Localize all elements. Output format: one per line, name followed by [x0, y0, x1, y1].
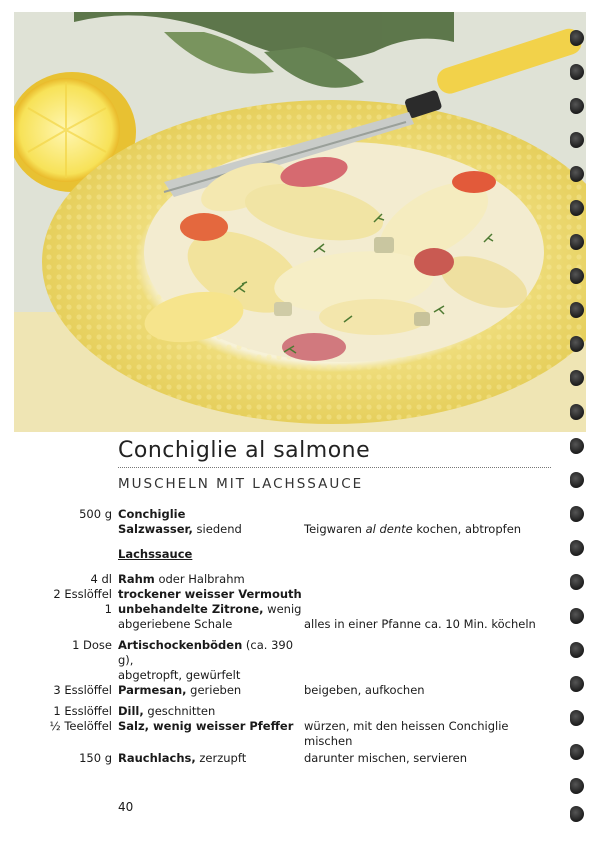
ingredient-quantity: ½ Teelöffel [49, 719, 112, 733]
pasta-dish-illustration [14, 12, 586, 432]
ingredient-row [0, 617, 595, 632]
instruction-text: alles in einer Pfanne ca. 10 Min. köcheln [304, 617, 536, 631]
ingredient-name [118, 734, 304, 749]
ingredient-name: Rauchlachs, zerzupft [118, 751, 247, 765]
ingredient-row [0, 668, 595, 683]
instruction-text [304, 668, 595, 683]
ingredient-name: Salzwasser, siedend [118, 522, 242, 536]
ingredient-quantity: 1 [104, 602, 112, 616]
ingredient-row [0, 719, 595, 734]
instruction-text: darunter mischen, servieren [304, 751, 468, 765]
section-heading: Lachssauce [118, 547, 193, 561]
ingredient-name: Artischockenböden (ca. 390 g), [118, 638, 294, 667]
ingredient-name: Conchiglie [118, 507, 186, 521]
page-number: 40 [118, 800, 134, 814]
ingredient-name: Parmesan, gerieben [118, 683, 242, 697]
ingredient-row [0, 522, 595, 537]
ingredient-row [0, 683, 595, 698]
ingredient-row [0, 734, 595, 749]
ingredient-row [0, 572, 595, 587]
recipe-photo [14, 12, 586, 432]
recipe-title: Conchiglie al salmone [118, 438, 371, 463]
ingredient-quantity: 500 g [79, 507, 112, 521]
ingredient-quantity: 3 Esslöffel [53, 683, 112, 697]
ingredient-quantity [0, 734, 118, 749]
recipe-subtitle: MUSCHELN MIT LACHSSAUCE [118, 476, 364, 492]
instruction-text [304, 587, 595, 602]
ingredient-name: trockener weisser Vermouth [118, 587, 302, 601]
title-divider [118, 467, 551, 468]
ingredient-quantity [0, 668, 118, 683]
instruction-text [304, 602, 595, 617]
ingredient-quantity: 150 g [79, 751, 112, 765]
instruction-text [304, 704, 595, 719]
ingredient-row [0, 507, 595, 522]
ingredient-quantity: 1 Esslöffel [53, 704, 112, 718]
ingredient-name: Salz, wenig weisser Pfeffer [118, 719, 294, 733]
ingredient-row [0, 751, 595, 766]
ingredient-name: Rahm oder Halbrahm [118, 572, 245, 586]
instruction-text [304, 572, 595, 587]
ingredient-list [0, 507, 595, 766]
ingredient-name: abgeriebene Schale [118, 617, 233, 631]
ingredient-quantity: 2 Esslöffel [53, 587, 112, 601]
ingredient-name: abgetropft, gewürfelt [118, 668, 241, 682]
instruction-text: Teigwaren al dente kochen, abtropfen [304, 522, 522, 536]
instruction-text [304, 638, 595, 668]
ingredient-quantity: 1 Dose [72, 638, 112, 652]
instruction-text: würzen, mit den heissen Conchiglie [304, 719, 509, 733]
ingredient-quantity [0, 617, 118, 632]
ingredient-name: Dill, geschnitten [118, 704, 216, 718]
ingredient-quantity [0, 522, 118, 537]
ingredient-row [0, 602, 595, 617]
ingredient-name: unbehandelte Zitrone, wenig [118, 602, 302, 616]
instruction-text: mischen [304, 734, 353, 748]
ingredient-row [0, 704, 595, 719]
instruction-text: beigeben, aufkochen [304, 683, 425, 697]
ingredient-row [0, 587, 595, 602]
ingredient-quantity: 4 dl [90, 572, 112, 586]
ingredient-row [0, 638, 595, 668]
instruction-text [304, 507, 595, 522]
